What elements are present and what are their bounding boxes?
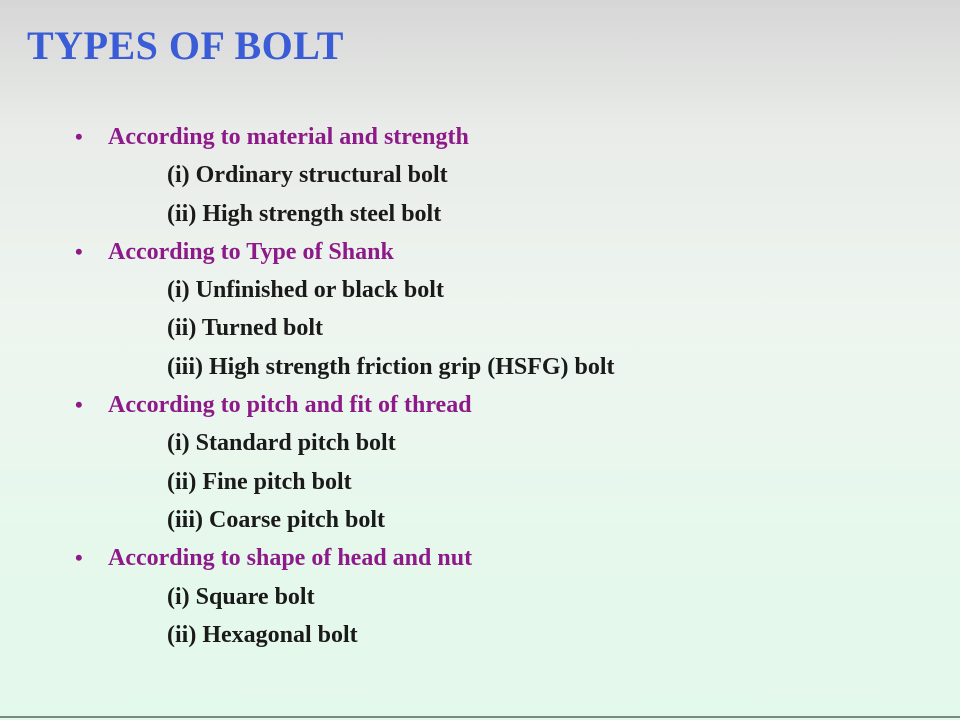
- section-item: (i) Standard pitch bolt: [167, 430, 396, 457]
- bullet-icon: •: [75, 124, 83, 149]
- section-item: (i) Ordinary structural bolt: [167, 162, 448, 189]
- section-heading: [75, 118, 935, 156]
- section-item: (ii) High strength steel bolt: [167, 200, 442, 227]
- section-heading: [75, 539, 935, 577]
- slide-title: TYPES OF BOLT: [27, 23, 344, 68]
- section-item: (iii) Coarse pitch bolt: [167, 506, 385, 533]
- section-heading: [75, 233, 935, 271]
- bullet-list: [75, 118, 935, 654]
- section-item: (i) Square bolt: [167, 583, 315, 610]
- section-item: (iii) High strength friction grip (HSFG) bolt: [167, 353, 615, 380]
- section-item: (ii) Fine pitch bolt: [167, 468, 352, 495]
- section-item: (ii) Turned bolt: [167, 315, 324, 342]
- section-heading-text: According to shape of head and nut: [108, 545, 473, 572]
- section-item: (ii) Hexagonal bolt: [167, 621, 358, 648]
- bullet-icon: •: [75, 392, 83, 418]
- bullet-icon: •: [75, 238, 83, 264]
- section-heading-text: According to pitch and fit of thread: [108, 392, 472, 419]
- section-heading-text: According to Type of Shank: [108, 238, 394, 265]
- bottom-divider: [0, 716, 960, 718]
- section-heading: [75, 386, 935, 424]
- bullet-icon: •: [75, 545, 83, 571]
- section-heading-text: According to material and strength: [108, 124, 469, 150]
- section-item: (i) Unfinished or black bolt: [167, 277, 444, 304]
